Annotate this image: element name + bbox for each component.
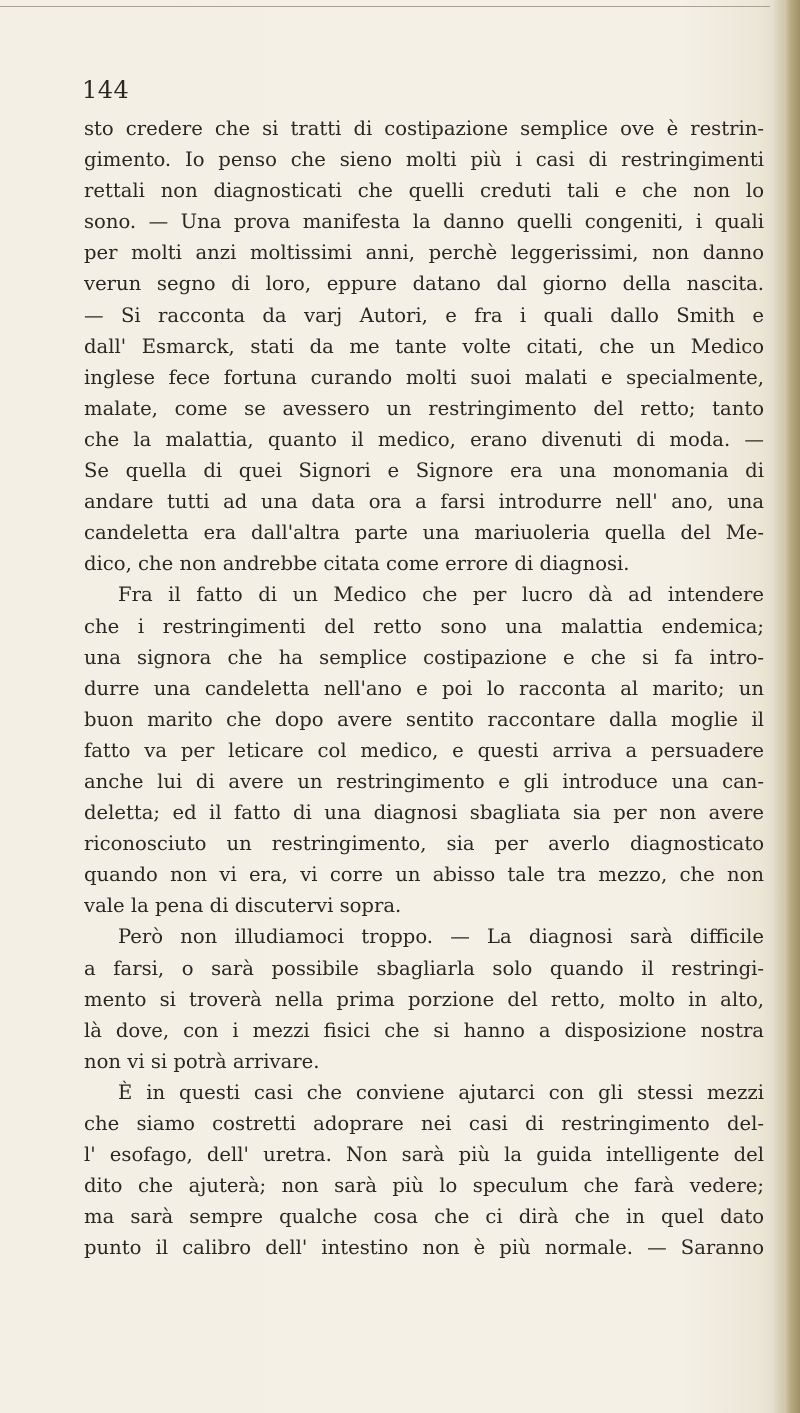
text-line: dito che ajuterà; non sarà più lo speculum che farà vedere; [84, 1174, 764, 1198]
binding-shadow [772, 0, 784, 1413]
text-line: fatto va per leticare col medico, e questi arriva a persuadere [84, 738, 764, 762]
text-line: che i restringimenti del retto sono una malattia endemica; [84, 614, 764, 638]
text-line: una signora che ha semplice costipazione e che si fa intro- [84, 645, 764, 669]
text-line: mento si troverà nella prima porzione del retto, molto in alto, [84, 987, 764, 1011]
page-edge [784, 0, 800, 1413]
text-line: ma sarà sempre qualche cosa che ci dirà che in quel dato [84, 1205, 764, 1229]
text-line: vale la pena di discutervi sopra. [84, 894, 402, 918]
text-line: riconosciuto un restringimento, sia per averlo diagnosticato [84, 832, 764, 856]
text-line: rettali non diagnosticati che quelli creduti tali e che non lo [84, 179, 764, 203]
body-text [84, 113, 764, 1263]
text-line: non vi si potrà arrivare. [84, 1049, 320, 1073]
text-line: È in questi casi che conviene ajutarci con gli stessi mezzi [118, 1080, 764, 1104]
text-line: malate, come se avessero un restringimento del retto; tanto [84, 396, 764, 420]
text-line: Se quella di quei Signori e Signore era una monomania di [84, 459, 764, 483]
text-line: per molti anzi moltissimi anni, perchè leggerissimi, non danno [84, 241, 764, 265]
text-line: sono. — Una prova manifesta la danno quelli congeniti, i quali [84, 210, 764, 234]
page-number: 144 [82, 76, 130, 104]
text-line: buon marito che dopo avere sentito raccontare dalla moglie il [84, 707, 764, 731]
text-line: deletta; ed il fatto di una diagnosi sbagliata sia per non avere [84, 801, 764, 825]
text-line: che la malattia, quanto il medico, erano divenuti di moda. — [84, 427, 764, 451]
text-line: verun segno di loro, eppure datano dal giorno della nascita. [84, 272, 764, 296]
text-line: inglese fece fortuna curando molti suoi malati e specialmente, [84, 365, 764, 389]
text-line: quando non vi era, vi corre un abisso tale tra mezzo, che non [84, 863, 764, 887]
text-line: durre una candeletta nell'ano e poi lo racconta al marito; un [84, 676, 764, 700]
text-line: Però non illudiamoci troppo. — La diagnosi sarà difficile [118, 925, 764, 949]
text-line: dall' Esmarck, stati da me tante volte citati, che un Medico [84, 334, 764, 358]
text-line: candeletta era dall'altra parte una mariuoleria quella del Me- [84, 521, 764, 545]
text-line: l' esofago, dell' uretra. Non sarà più la guida intelligente del [84, 1143, 764, 1167]
text-line: — Si racconta da varj Autori, e fra i quali dallo Smith e [84, 303, 764, 327]
text-line: Fra il fatto di un Medico che per lucro dà ad intendere [118, 583, 764, 607]
top-rule [0, 6, 770, 7]
text-line: a farsi, o sarà possibile sbagliarla solo quando il restringi- [84, 956, 764, 980]
text-line: andare tutti ad una data ora a farsi introdurre nell' ano, una [84, 490, 764, 514]
text-line: anche lui di avere un restringimento e gli introduce una can- [84, 769, 764, 793]
text-line: punto il calibro dell' intestino non è più normale. — Saranno [84, 1236, 764, 1260]
text-line: là dove, con i mezzi fisici che si hanno a disposizione nostra [84, 1018, 764, 1042]
text-line: dico, che non andrebbe citata come errore di diagnosi. [84, 552, 630, 576]
text-line: sto credere che si tratti di costipazione semplice ove è restrin- [84, 117, 764, 140]
text-line: gimento. Io penso che sieno molti più i casi di restringimenti [84, 148, 764, 172]
text-line: che siamo costretti adoprare nei casi di restringimento del- [84, 1112, 764, 1135]
